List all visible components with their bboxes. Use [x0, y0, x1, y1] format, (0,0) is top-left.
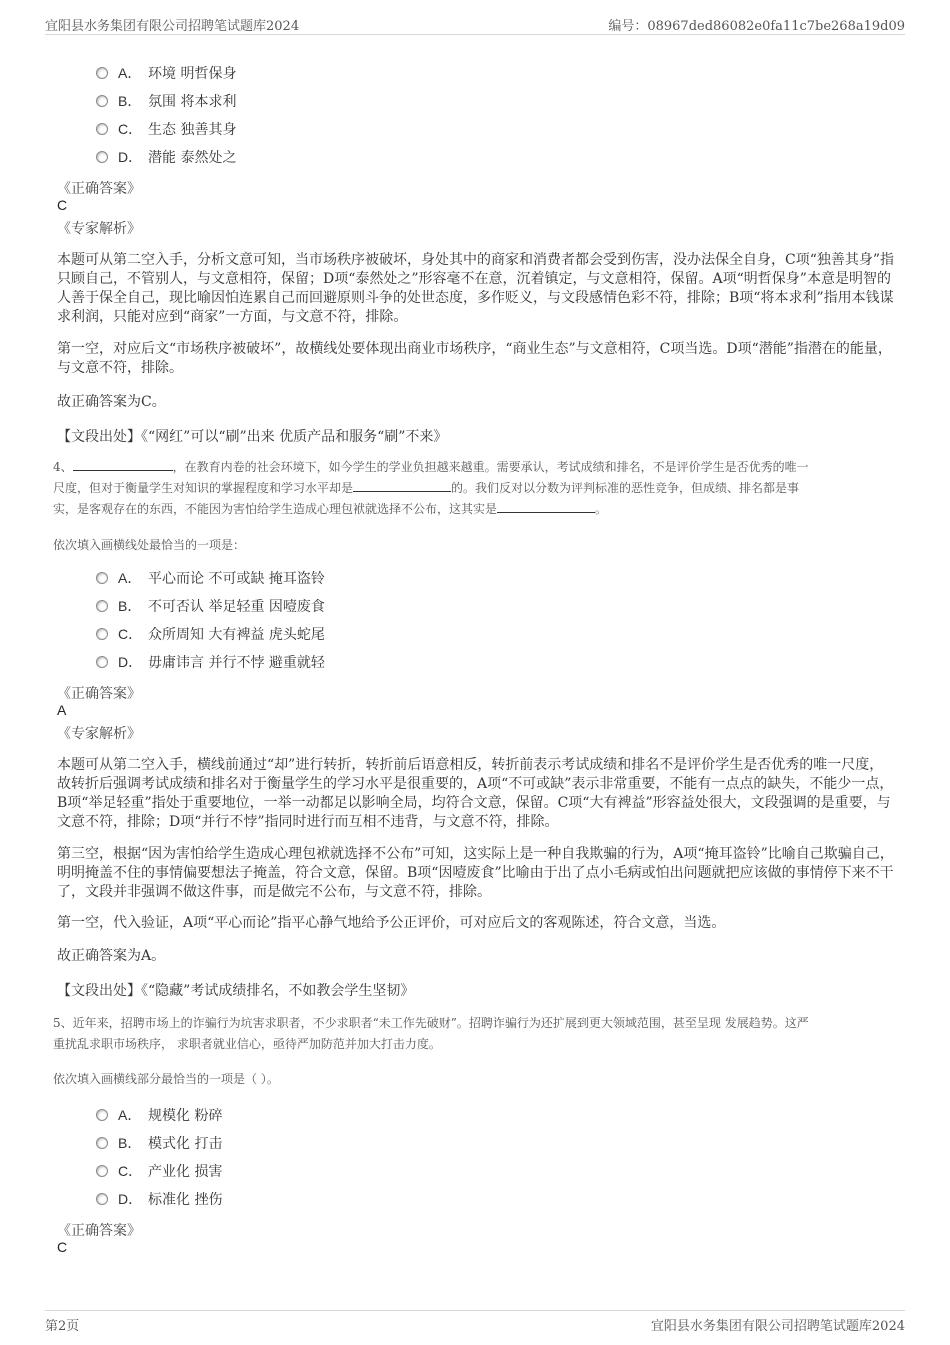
radio-icon[interactable]: [96, 628, 108, 640]
q4-source: 【文段出处】《“隐藏”考试成绩排名，不如教会学生坚韧》: [57, 983, 415, 999]
q5-option-c[interactable]: C． 产业化 损害: [96, 1160, 222, 1182]
analysis-label: 《专家解析》: [57, 726, 141, 742]
blank: [73, 458, 173, 471]
blank: [497, 500, 595, 513]
q4-option-b[interactable]: B． 不可否认 举足轻重 因噎废食: [96, 595, 325, 617]
header-title: 宜阳县水务集团有限公司招聘笔试题库2024: [45, 19, 300, 34]
blank: [353, 479, 451, 492]
q4-instruction: 依次填入画横线处最恰当的一项是：: [53, 538, 246, 552]
radio-icon[interactable]: [96, 1109, 108, 1121]
page-header: [45, 12, 905, 35]
radio-icon[interactable]: [96, 572, 108, 584]
q5-instruction: 依次填入画横线部分最恰当的一项是（ ）。: [53, 1072, 279, 1086]
radio-icon[interactable]: [96, 1193, 108, 1205]
radio-icon[interactable]: [96, 656, 108, 668]
radio-icon[interactable]: [96, 1165, 108, 1177]
footer-title: 宜阳县水务集团有限公司招聘笔试题库2024: [650, 1319, 905, 1334]
q5-stem: 5、近年来，招聘市场上的诈骗行为坑害求职者，不少求职者“未工作先破财”。招聘诈骗行为还扩展到更大领域范围，甚至呈现 发展趋势。这严 重扰乱求职市场秩序， 求职者就业信心，亟待严加防范并加大打击力度。: [53, 1016, 809, 1051]
radio-icon[interactable]: [96, 1137, 108, 1149]
q4-analysis-conclusion: 故正确答案为A。: [57, 948, 166, 964]
radio-icon[interactable]: [96, 95, 108, 107]
q3-analysis-conclusion: 故正确答案为C。: [57, 394, 166, 410]
q3-option-d[interactable]: D． 潜能 泰然处之: [96, 146, 236, 168]
radio-icon[interactable]: [96, 123, 108, 135]
radio-icon[interactable]: [96, 600, 108, 612]
q5-option-d[interactable]: D． 标准化 挫伤: [96, 1188, 222, 1210]
q3-option-a[interactable]: A． 环境 明哲保身: [96, 62, 236, 84]
q3-option-c[interactable]: C． 生态 独善其身: [96, 118, 236, 140]
q4-analysis-paragraph: 第三空，根据“因为害怕给学生造成心理包袱就选择不公布”可知，这实际上是一种自我欺骗的行为，A项“掩耳盗铃”比喻自己欺骗自己，明明掩盖不住的事情偏要想法子掩盖，符合文意，保留。B项“因噎废食”比喻由于出了点小毛病或怕出问题就把应该做的事情停下来不干了，文段并非强调不做这件事，而是做完不公布，与文意不符，排除。: [57, 846, 894, 900]
q4-stem: 4、 ，在教育内卷的社会环境下，如今学生的学业负担越来越重。需要承认，考试成绩和排名，不是评价学生是否优秀的唯一 尺度，但对于衡量学生对知识的掌握程度和学习水平却是 的。我们反对以分数为评判标准的恶性竞争，但成绩、排名都是事 实，是客观存在的东西，不能因为害怕给学生造成心理包袱就选择不公布，这其实是 。: [53, 460, 809, 516]
correct-answer-label: 《正确答案》: [57, 181, 141, 197]
page-footer: [45, 1310, 905, 1333]
q4-option-d[interactable]: D． 毋庸讳言 并行不悖 避重就轻: [96, 651, 325, 673]
q4-answer: A: [57, 702, 67, 718]
page-number: 第2页: [45, 1319, 80, 1334]
correct-answer-label: 《正确答案》: [57, 686, 141, 702]
radio-icon[interactable]: [96, 67, 108, 79]
radio-icon[interactable]: [96, 151, 108, 163]
q4-analysis-paragraph: 本题可从第二空入手，横线前通过“却”进行转折，转折前后语意相反，转折前表示考试成绩和排名不是评价学生是否优秀的唯一尺度，故转折后强调考试成绩和排名对于衡量学生的学习水平是很重要的，A项“不可或缺”表示非常重要，不能有一点点的缺失，不能少一点，B项“举足轻重”指处于重要地位，一举一动都足以影响全局，均符合文意，保留。C项“大有裨益”形容益处很大，文段强调的是重要，与文意不符，排除；D项“并行不悖”指同时进行而互相不违背，与文意不符，排除。: [57, 757, 894, 830]
header-serial-number: 编号：08967ded86082e0fa11c7be268a19d09: [608, 19, 905, 34]
q5-option-b[interactable]: B． 模式化 打击: [96, 1132, 222, 1154]
q3-option-b[interactable]: B． 氛围 将本求利: [96, 90, 236, 112]
correct-answer-label: 《正确答案》: [57, 1223, 141, 1239]
q3-analysis-paragraph: 第一空，对应后文“市场秩序被破坏”，故横线处要体现出商业市场秩序，“商业生态”与文意相符，C项当选。D项“潜能”指潜在的能量，与文意不符，排除。: [57, 341, 892, 376]
q3-source: 【文段出处】《“网红”可以“刷”出来 优质产品和服务“刷”不来》: [57, 429, 448, 445]
q3-answer: C: [57, 197, 68, 213]
q4-analysis-paragraph: 第一空，代入验证，A项“平心而论”指平心静气地给予公正评价，可对应后文的客观陈述，符合文意，当选。: [57, 915, 726, 931]
q5-option-a[interactable]: A． 规模化 粉碎: [96, 1104, 222, 1126]
analysis-label: 《专家解析》: [57, 221, 141, 237]
q5-answer: C: [57, 1239, 68, 1255]
q4-option-c[interactable]: C． 众所周知 大有裨益 虎头蛇尾: [96, 623, 325, 645]
q4-option-a[interactable]: A． 平心而论 不可或缺 掩耳盗铃: [96, 567, 325, 589]
q3-analysis-paragraph: 本题可从第二空入手，分析文意可知，当市场秩序被破坏，身处其中的商家和消费者都会受到伤害，没办法保全自身，C项“独善其身”指只顾自己，不管别人，与文意相符，保留；D项“泰然处之”形容毫不在意，沉着镇定，与文意相符，保留。A项“明哲保身”本意是明智的人善于保全自己，现比喻因怕连累自己而回避原则斗争的处世态度，多作贬义，与文段感情色彩不符，排除；B项“将本求利”指用本钱谋求利润，只能对应到“商家”一方面，与文意不符，排除。: [57, 252, 895, 325]
